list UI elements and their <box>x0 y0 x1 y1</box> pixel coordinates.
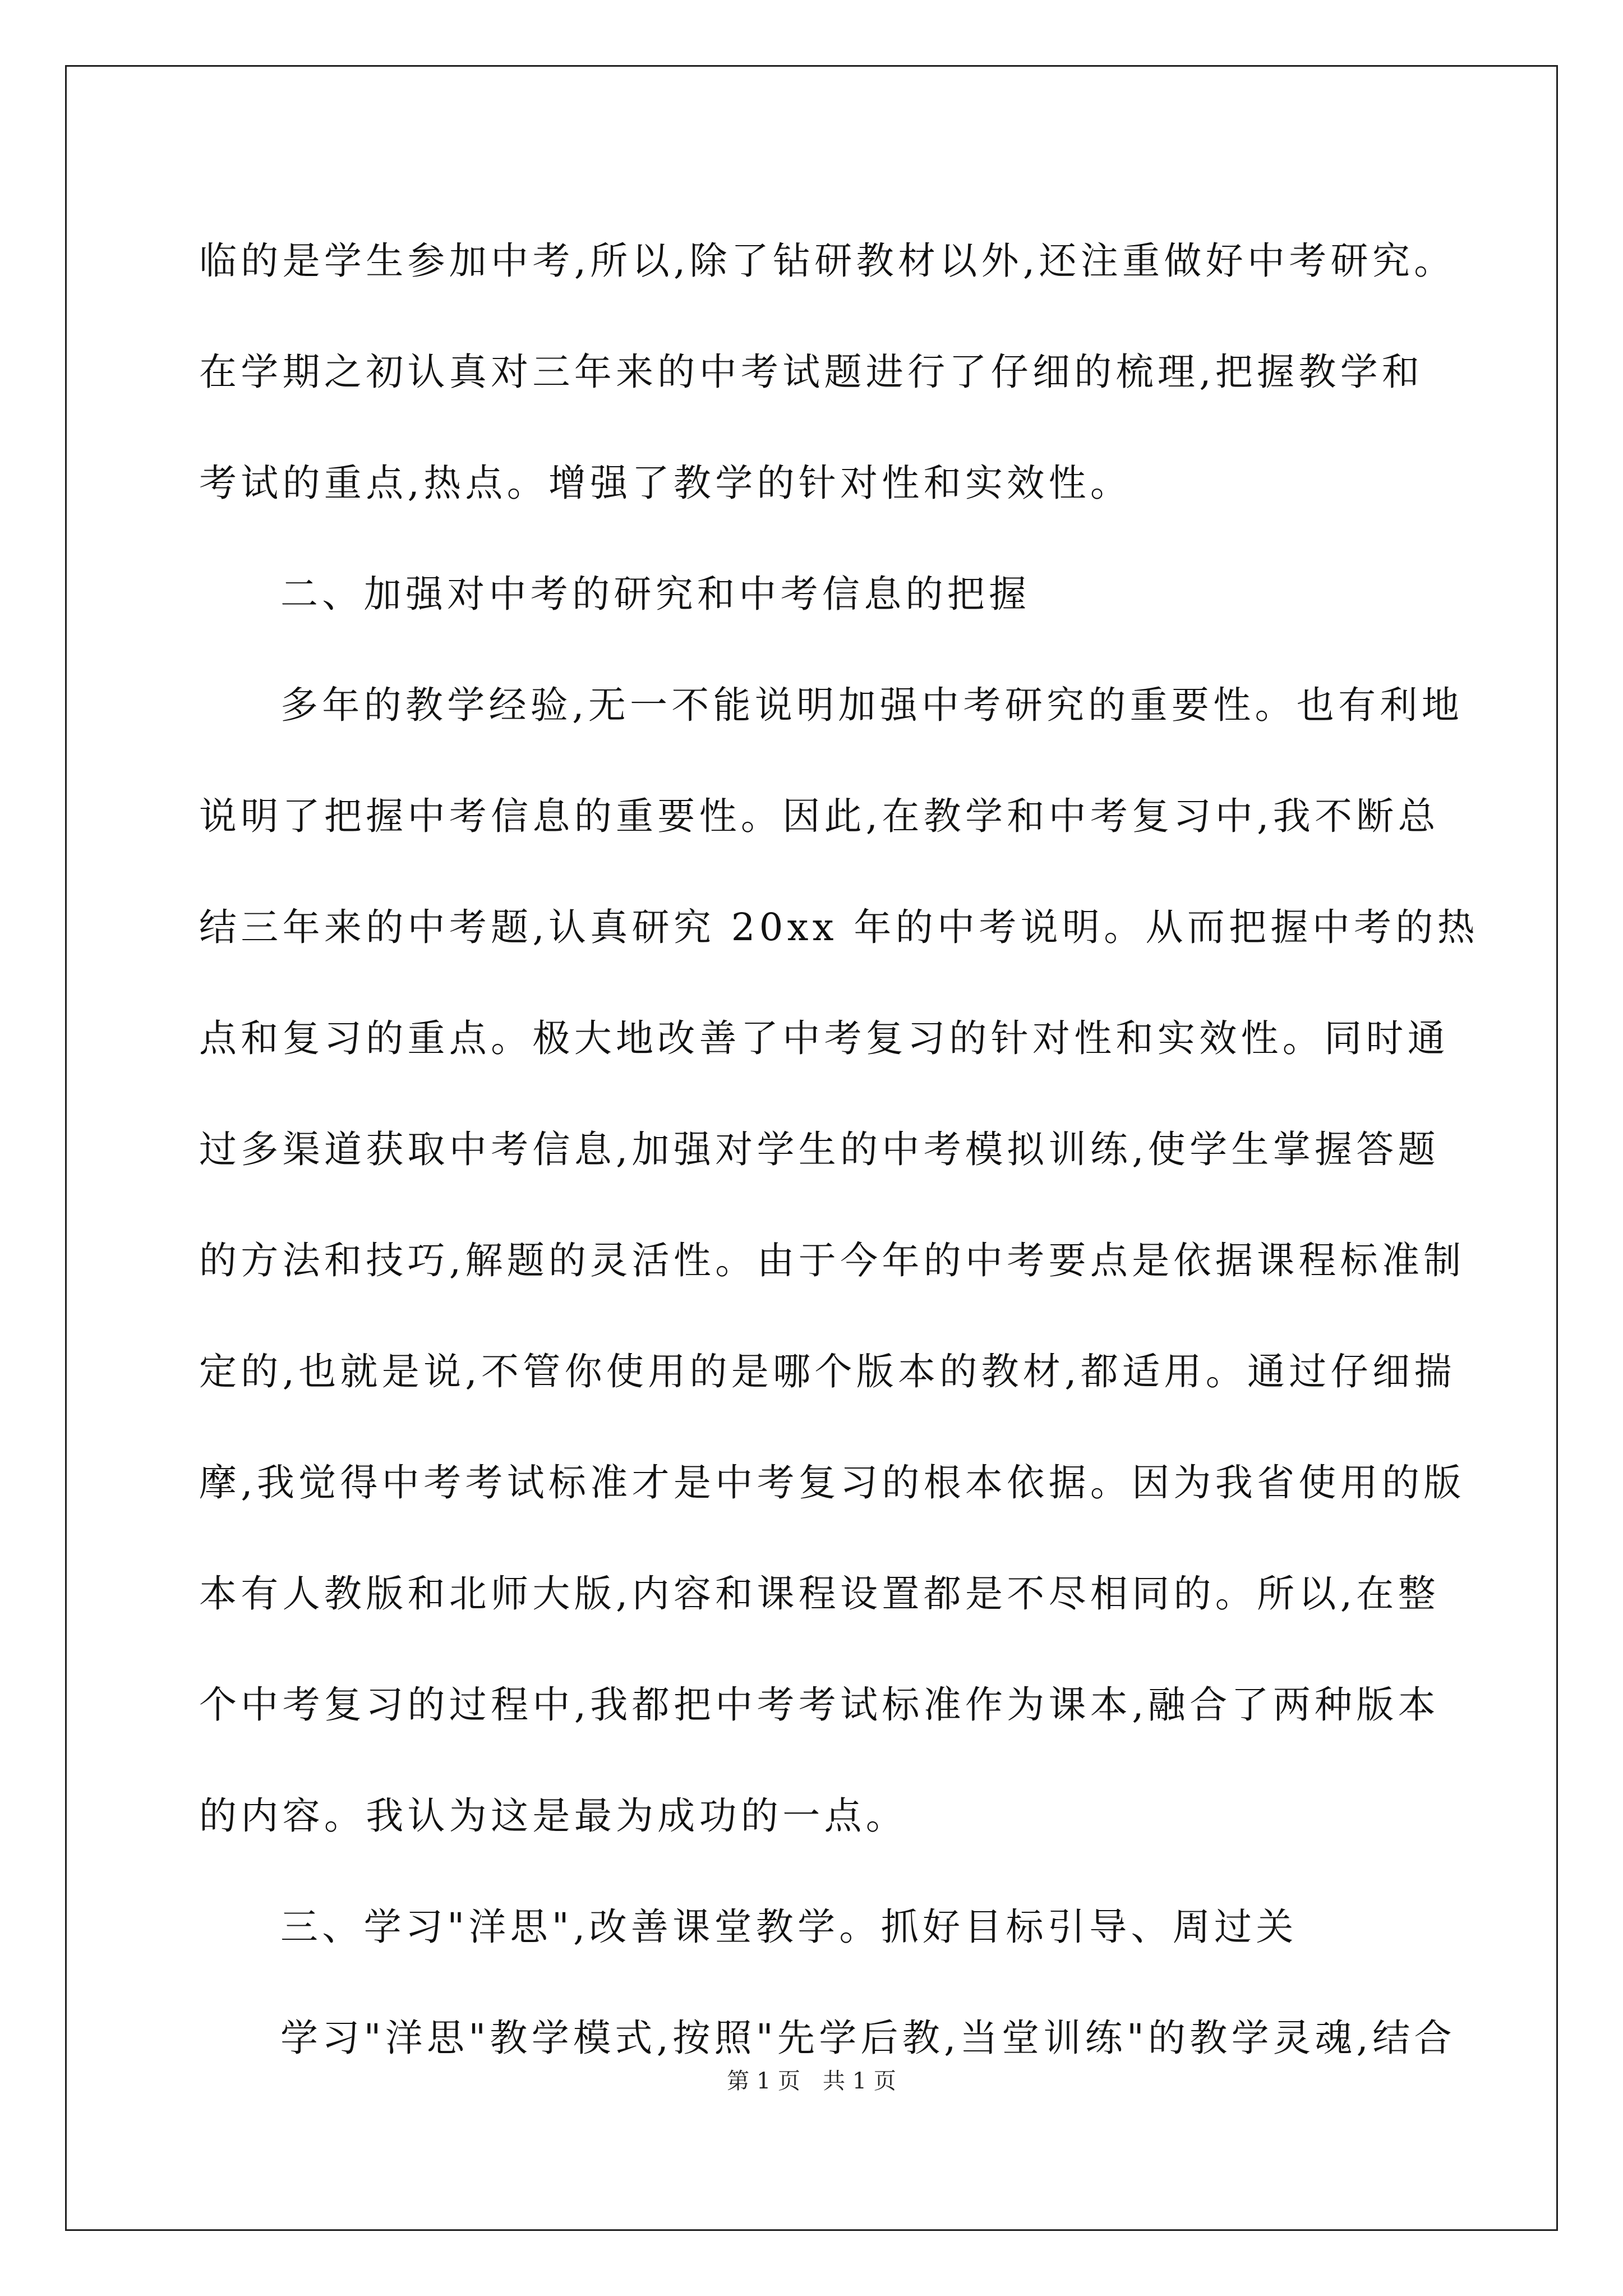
text-line: 结三年来的中考题,认真研究 20xx 年的中考说明。从而把握中考的热 <box>199 905 1479 949</box>
text-line: 的方法和技巧,解题的灵活性。由于今年的中考要点是依据课程标准制 <box>199 1239 1465 1282</box>
text-line: 过多渠道获取中考信息,加强对学生的中考模拟训练,使学生掌握答题 <box>199 1128 1440 1171</box>
text-line: 的内容。我认为这是最为成功的一点。 <box>199 1794 908 1838</box>
section-heading-3: 三、学习"洋思",改善课堂教学。抓好目标引导、周过关 <box>280 1905 1298 1949</box>
text-line: 多年的教学经验,无一不能说明加强中考研究的重要性。也有利地 <box>280 683 1463 727</box>
text-line: 摩,我觉得中考考试标准才是中考复习的根本依据。因为我省使用的版 <box>199 1461 1465 1504</box>
text-line: 本有人教版和北师大版,内容和课程设置都是不尽相同的。所以,在整 <box>199 1572 1440 1616</box>
text-line: 临的是学生参加中考,所以,除了钻研教材以外,还注重做好中考研究。 <box>199 239 1456 283</box>
page-number-footer: 第 1 页 共 1 页 <box>727 2068 896 2094</box>
section-heading-2: 二、加强对中考的研究和中考信息的把握 <box>280 572 1031 616</box>
text-line: 点和复习的重点。极大地改善了中考复习的针对性和实效性。同时通 <box>199 1016 1449 1060</box>
text-line: 说明了把握中考信息的重要性。因此,在教学和中考复习中,我不断总 <box>199 794 1440 838</box>
document-body <box>199 205 1479 2093</box>
text-line: 定的,也就是说,不管你使用的是哪个版本的教材,都适用。通过仔细揣 <box>199 1350 1456 1393</box>
text-line: 个中考复习的过程中,我都把中考考试标准作为课本,融合了两种版本 <box>199 1683 1440 1727</box>
text-line: 学习"洋思"教学模式,按照"先学后教,当堂训练"的教学灵魂,结合 <box>280 2016 1456 2060</box>
text-line: 考试的重点,热点。增强了教学的针对性和实效性。 <box>199 461 1132 505</box>
text-line: 在学期之初认真对三年来的中考试题进行了仔细的梳理,把握教学和 <box>199 350 1424 394</box>
